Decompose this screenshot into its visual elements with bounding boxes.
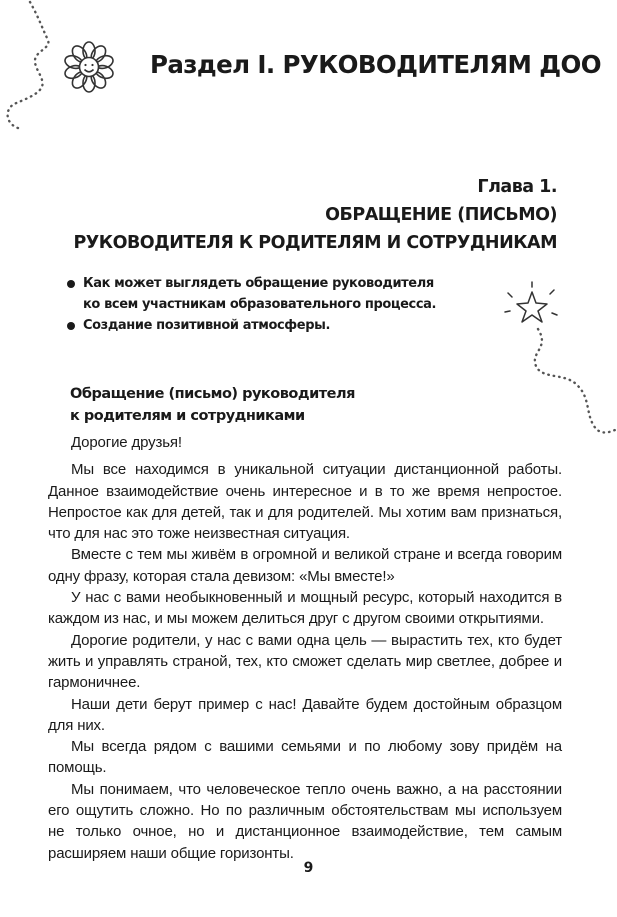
paragraph: Вместе с тем мы живём в огромной и великой стране и всегда говорим одну фразу, которая стала девизом: «Мы вместе!» (48, 546, 562, 585)
list-item (66, 273, 463, 315)
list-item (66, 315, 463, 336)
sparkle-star-icon (505, 282, 557, 322)
chapter-heading (73, 173, 557, 257)
letter-body (48, 432, 562, 864)
paragraph: Мы все находимся в уникальной ситуации дистанционной работы. Данное взаимодействие очень интересное и в то же время непростое. Непростое как для детей, так и для родителей. Мы хотим вам признаться, что для нас это тоже неизвестная ситуация. (48, 461, 562, 543)
chapter-topics-list (66, 273, 463, 336)
list-item-text: Создание позитивной атмосферы. (83, 318, 331, 333)
letter-heading-line-1: Обращение (письмо) руководителя (70, 386, 355, 402)
paragraph: У нас с вами необыкновенный и мощный ресурс, который находится в каждом из нас, и мы можем делиться друг с другом своими открытиями. (48, 589, 562, 628)
letter-greeting: Дорогие друзья! (71, 434, 182, 451)
paragraph: Дорогие родители, у нас с вами одна цель — вырастить тех, кто будет жить и управлять страной, тех, кто сможет сделать мир светлее, добрее и гармоничнее. (48, 631, 562, 692)
chapter-title-line-1: ОБРАЩЕНИЕ (ПИСЬМО) (325, 205, 557, 225)
flower-smiley-icon (63, 42, 114, 92)
paragraph: Мы понимаем, что человеческое тепло очень важно, а на расстоянии его ощутить сложно. Но по различным обстоятельствам мы используем не только очное, но и дистанционное взаимодействие, тем самым расширяем наши общие горизонты. (48, 780, 562, 862)
chapter-number: Глава 1. (477, 177, 557, 197)
dotted-trail-top-left (8, 2, 49, 128)
paragraph: Мы всегда рядом с вашими семьями и по любому зову придём на помощь. (48, 738, 562, 777)
section-title: Раздел I. РУКОВОДИТЕЛЯМ ДОО (150, 50, 601, 79)
list-item-text: Как может выглядеть обращение руководителя (83, 276, 434, 291)
page-number: 9 (303, 860, 314, 876)
dotted-trail-right (535, 329, 615, 433)
letter-heading (70, 383, 355, 427)
list-item-text: ко всем участникам образовательного процесса. (83, 297, 437, 312)
chapter-title-line-2: РУКОВОДИТЕЛЯ К РОДИТЕЛЯМ И СОТРУДНИКАМ (73, 233, 557, 253)
paragraph: Наши дети берут пример с нас! Давайте будем достойным образцом для них. (48, 695, 562, 734)
letter-heading-line-2: к родителям и сотрудниками (70, 408, 305, 424)
